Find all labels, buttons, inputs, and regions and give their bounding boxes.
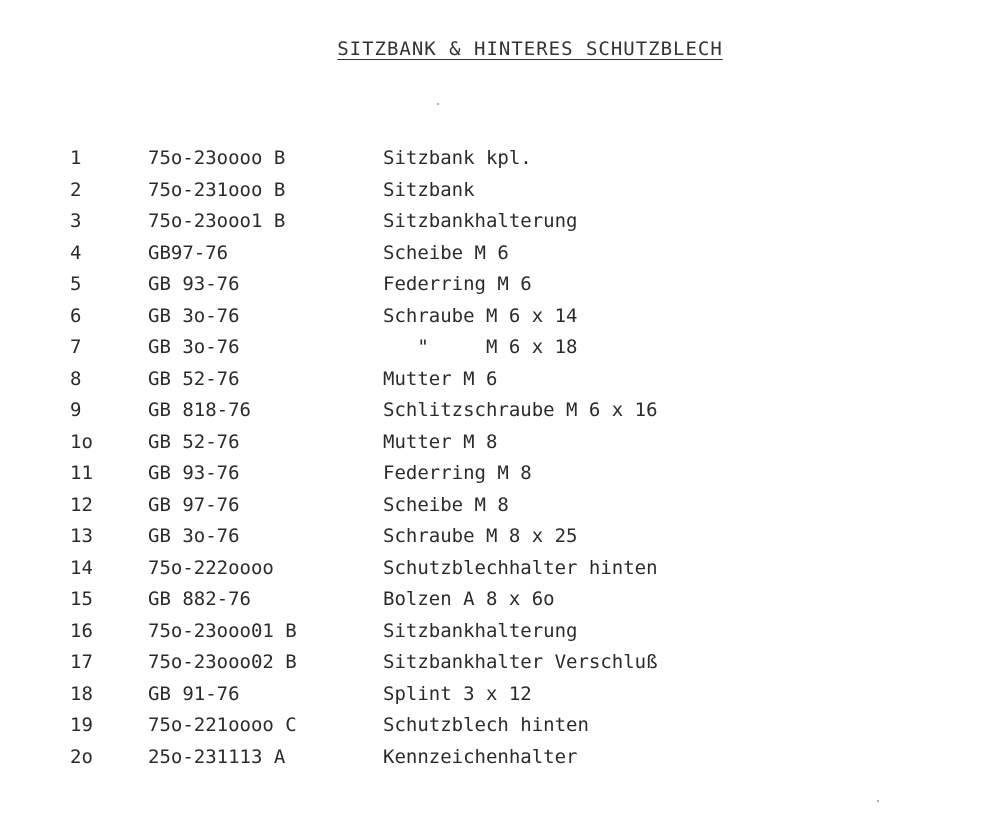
position-number: 2 bbox=[70, 178, 82, 201]
position-number: 5 bbox=[70, 273, 82, 295]
part-description: Federring M 8 bbox=[383, 462, 532, 484]
part-number: GB 91-76 bbox=[148, 682, 240, 705]
part-description: Sitzbankhalter Verschluß bbox=[383, 651, 658, 673]
table-row bbox=[0, 458, 1000, 490]
part-description: Schutzblech hinten bbox=[383, 714, 589, 736]
part-description: Schraube M 6 x 14 bbox=[383, 304, 578, 327]
part-description: Scheibe M 8 bbox=[383, 493, 509, 516]
table-row bbox=[0, 490, 1000, 522]
position-number: 3 bbox=[70, 210, 82, 232]
position-number: 4 bbox=[70, 241, 82, 264]
part-description: Sitzbank bbox=[383, 178, 475, 201]
position-number: 17 bbox=[70, 651, 93, 673]
position-number: 1o bbox=[70, 430, 93, 453]
position-number: 1 bbox=[70, 147, 82, 169]
table-row bbox=[0, 143, 1000, 175]
position-number: 15 bbox=[70, 588, 93, 610]
paper-speck bbox=[437, 103, 439, 105]
part-number: GB 52-76 bbox=[148, 367, 240, 390]
part-description: Scheibe M 6 bbox=[383, 241, 509, 264]
position-number: 13 bbox=[70, 525, 93, 547]
part-description: Mutter M 6 bbox=[383, 367, 498, 390]
part-description: Mutter M 8 bbox=[383, 430, 498, 453]
position-number: 19 bbox=[70, 714, 93, 736]
part-number: GB97-76 bbox=[148, 241, 229, 264]
part-number: 75o-23ooo01 B bbox=[148, 619, 297, 642]
table-row bbox=[0, 332, 1000, 364]
part-number: 75o-23oooo B bbox=[148, 147, 286, 169]
position-number: 18 bbox=[70, 682, 93, 705]
part-description: Sitzbankhalterung bbox=[383, 619, 578, 642]
table-row bbox=[0, 395, 1000, 427]
part-number: 75o-23ooo02 B bbox=[148, 651, 297, 673]
table-row bbox=[0, 364, 1000, 396]
table-row bbox=[0, 206, 1000, 238]
part-description: Schraube M 8 x 25 bbox=[383, 525, 578, 547]
table-row bbox=[0, 427, 1000, 459]
position-number: 11 bbox=[70, 462, 93, 484]
page-title: SITZBANK & HINTERES SCHUTZBLECH bbox=[337, 38, 723, 60]
part-number: GB 93-76 bbox=[148, 462, 240, 484]
table-row bbox=[0, 584, 1000, 616]
parts-table bbox=[0, 143, 1000, 773]
table-row bbox=[0, 521, 1000, 553]
part-number: GB 3o-76 bbox=[148, 304, 240, 327]
position-number: 6 bbox=[70, 304, 82, 327]
part-number: GB 52-76 bbox=[148, 430, 240, 453]
paper-speck bbox=[877, 800, 879, 802]
table-row bbox=[0, 175, 1000, 207]
part-number: 75o-231ooo B bbox=[148, 178, 286, 201]
part-number: GB 97-76 bbox=[148, 493, 240, 516]
position-number: 14 bbox=[70, 556, 93, 579]
table-row bbox=[0, 710, 1000, 742]
position-number: 16 bbox=[70, 619, 93, 642]
table-row bbox=[0, 679, 1000, 711]
position-number: 12 bbox=[70, 493, 93, 516]
part-description: Schlitzschraube M 6 x 16 bbox=[383, 399, 658, 421]
part-description: Sitzbankhalterung bbox=[383, 210, 578, 232]
part-description: Bolzen A 8 x 6o bbox=[383, 588, 555, 610]
table-row bbox=[0, 742, 1000, 774]
position-number: 8 bbox=[70, 367, 82, 390]
table-row bbox=[0, 269, 1000, 301]
part-number: 75o-23ooo1 B bbox=[148, 210, 286, 232]
part-number: GB 93-76 bbox=[148, 273, 240, 295]
part-description: Schutzblechhalter hinten bbox=[383, 556, 658, 579]
part-number: GB 882-76 bbox=[148, 588, 251, 610]
table-row bbox=[0, 647, 1000, 679]
part-number: 75o-222oooo bbox=[148, 556, 274, 579]
part-number: GB 3o-76 bbox=[148, 336, 240, 358]
part-description: Sitzbank kpl. bbox=[383, 147, 532, 169]
position-number: 9 bbox=[70, 399, 82, 421]
position-number: 2o bbox=[70, 745, 93, 768]
part-description: Federring M 6 bbox=[383, 273, 532, 295]
table-row bbox=[0, 616, 1000, 648]
table-row bbox=[0, 553, 1000, 585]
part-number: 25o-231113 A bbox=[148, 745, 286, 768]
table-row bbox=[0, 301, 1000, 333]
part-description: " M 6 x 18 bbox=[383, 336, 578, 358]
part-number: 75o-221oooo C bbox=[148, 714, 297, 736]
part-number: GB 818-76 bbox=[148, 399, 251, 421]
part-description: Kennzeichenhalter bbox=[383, 745, 578, 768]
position-number: 7 bbox=[70, 336, 82, 358]
part-number: GB 3o-76 bbox=[148, 525, 240, 547]
part-description: Splint 3 x 12 bbox=[383, 682, 532, 705]
table-row bbox=[0, 238, 1000, 270]
